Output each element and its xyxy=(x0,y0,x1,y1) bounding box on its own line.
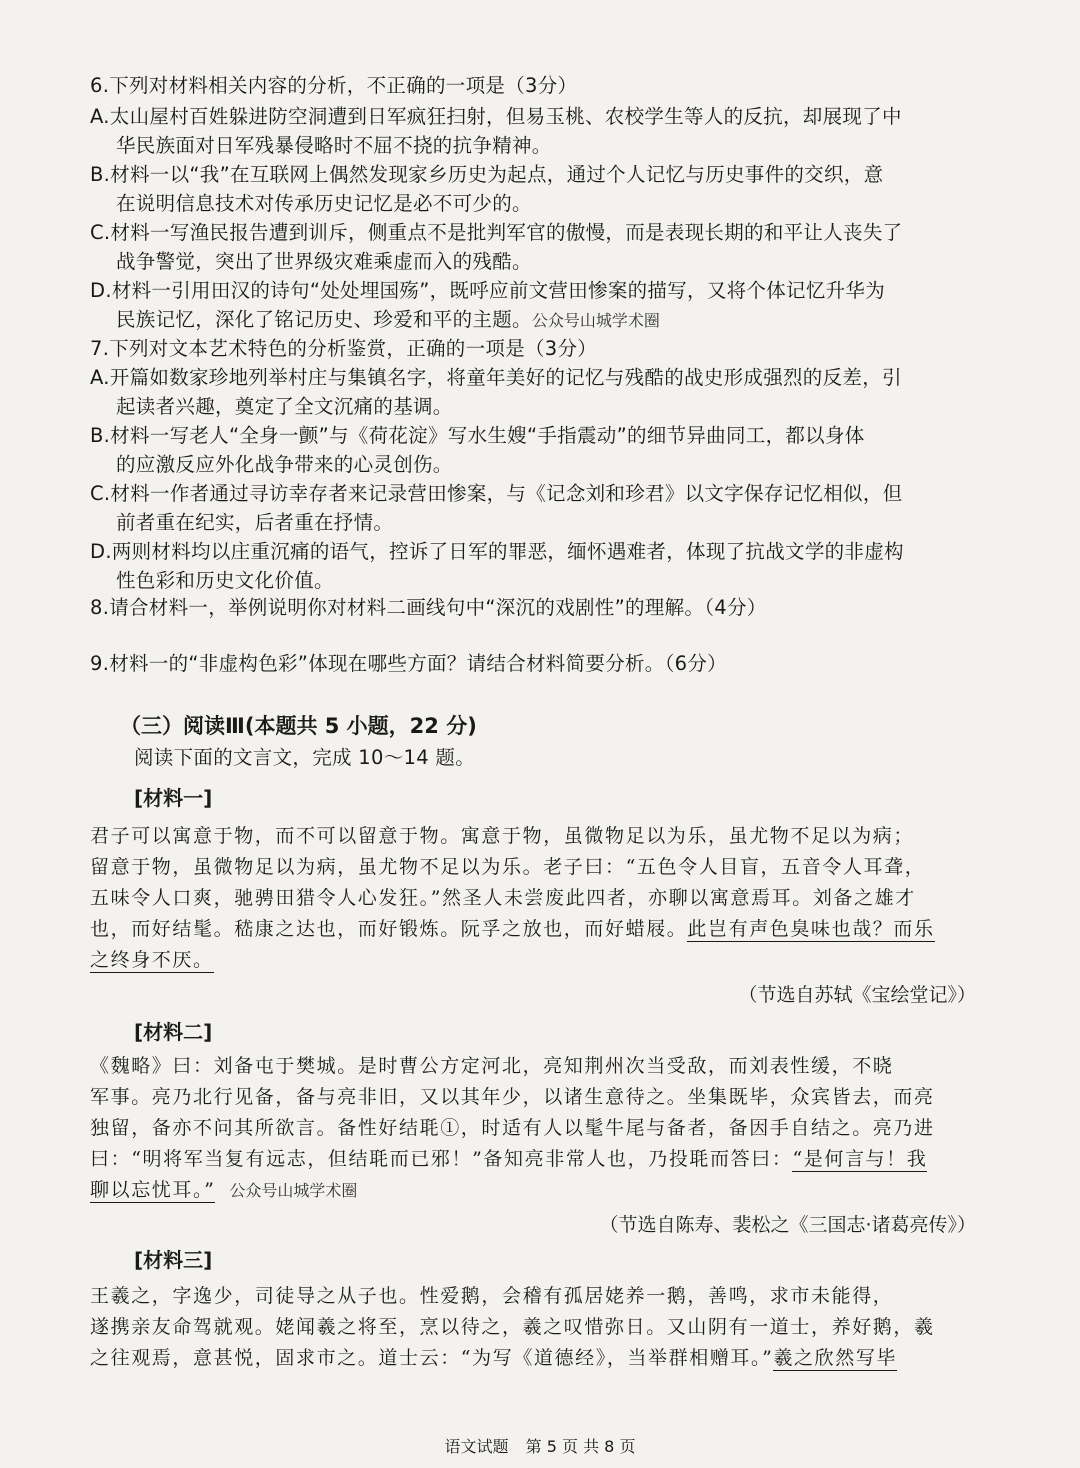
q6-option-c-cont: 战争警觉，突出了世界级灾难乘虚而入的残酷。 xyxy=(116,250,532,273)
q6-stem: 6.下列对材料相关内容的分析，不正确的一项是（3分） xyxy=(90,74,578,97)
q9-stem: 9.材料一的“非虚构色彩”体现在哪些方面？请结合材料简要分析。（6分） xyxy=(90,652,727,675)
footer-subject: 语文试题 xyxy=(444,1437,509,1456)
q7-option-d: D.两则材料均以庄重沉痛的语气，控诉了日军的罪恶，缅怀遇难者，体现了抗战文学的非虚构 xyxy=(90,540,904,563)
q6-option-d-text: 民族记忆，深化了铭记历史、珍爱和平的主题。 xyxy=(116,308,532,331)
underlined-sentence-end: 之终身不厌。 xyxy=(90,949,214,971)
underlined-quote-end: 聊以忘忧耳。” xyxy=(90,1179,216,1201)
material2-line-1: 《魏略》曰：刘备屯于樊城。是时曹公方定河北，亮知荆州次当受敌，而刘表性缓，不晓 xyxy=(90,1055,894,1077)
material1-line-4 xyxy=(90,915,935,943)
material3-line-2: 遂携亲友命驾就观。姥闻羲之将至，烹以待之，羲之叹惜弥日。又山阴有一道士，养好鹅，羲 xyxy=(90,1316,935,1338)
q6-option-d: D.材料一引用田汉的诗句“处处埋国殇”，既呼应前文营田惨案的描写，又将个体记忆升华为 xyxy=(90,279,886,302)
page-footer xyxy=(0,1434,1080,1457)
underlined-sentence: 此岂有声色臭味也哉？而乐 xyxy=(687,918,935,940)
material2-line-3: 独留，备亦不问其所欲言。备性好结毦①，时适有人以髦牛尾与备者，备因手自结之。亮乃进 xyxy=(90,1117,935,1139)
material1-line-4-text: 也，而好结髦。嵇康之达也，而好锻炼。阮孚之放也，而好蜡屐。 xyxy=(90,918,688,940)
underlined-quote: “是何言与！我 xyxy=(792,1148,928,1170)
material3-label: [材料三] xyxy=(134,1248,213,1272)
material2-line-4-text: 曰：“明将军当复有远志，但结毦而已邪！”备知亮非常人也，乃投毦而答曰： xyxy=(90,1148,793,1170)
material1-line-5 xyxy=(90,946,214,974)
q7-option-c: C.材料一作者通过寻访幸存者来记录营田惨案，与《记念刘和珍君》以文字保存记忆相似，但 xyxy=(90,482,903,505)
material2-line-5 xyxy=(90,1176,357,1205)
q6-option-c: C.材料一写渔民报告遭到训斥，侧重点不是批判军官的傲慢，而是表现长期的和平让人丧失了 xyxy=(90,221,903,244)
underlined-phrase: 羲之欣然写毕 xyxy=(773,1347,898,1369)
section-title: （三）阅读Ⅲ(本题共 5 小题，22 分) xyxy=(120,714,477,738)
material2-label: [材料二] xyxy=(134,1020,213,1044)
q7-option-c-cont: 前者重在纪实，后者重在抒情。 xyxy=(116,511,394,534)
section-instruction: 阅读下面的文言文，完成 10～14 题。 xyxy=(134,746,476,769)
watermark: 公众号山城学术圈 xyxy=(531,311,660,330)
material2-line-2: 军事。亮乃北行见备，备与亮非旧，又以其年少，以诸生意待之。坐集既毕，众宾皆去，而亮 xyxy=(90,1086,935,1108)
q6-option-d-cont xyxy=(116,306,660,335)
material1-source: （节选自苏轼《宝绘堂记》） xyxy=(738,984,976,1006)
q7-option-d-cont: 性色彩和历史文化价值。 xyxy=(116,569,334,592)
material1-line-3: 五味令人口爽，驰骋田猎令人心发狂。”然圣人未尝废此四者，亦聊以寓意焉耳。刘备之雄才 xyxy=(90,887,916,909)
material2-line-4 xyxy=(90,1145,927,1173)
footer-page-number: 第 5 页 共 8 页 xyxy=(525,1437,636,1456)
material3-line-3-text: 之往观焉，意甚悦，固求市之。道士云：“为写《道德经》，当举群相赠耳。” xyxy=(90,1347,774,1369)
q6-option-a-cont: 华民族面对日军残暴侵略时不屈不挠的抗争精神。 xyxy=(116,134,552,157)
q6-option-b-cont: 在说明信息技术对传承历史记忆是必不可少的。 xyxy=(116,192,532,215)
material1-line-2: 留意于物，虽微物足以为病，虽尤物不足以为乐。老子曰：“五色令人目盲，五音令人耳聋， xyxy=(90,856,926,878)
material3-line-1: 王羲之，字逸少，司徒导之从子也。性爱鹅，会稽有孤居姥养一鹅，善鸣，求市未能得， xyxy=(90,1285,894,1307)
material1-label: [材料一] xyxy=(134,786,213,810)
q6-option-b: B.材料一以“我”在互联网上偶然发现家乡历史为起点，通过个人记忆与历史事件的交织，意 xyxy=(90,163,884,186)
material1-line-1: 君子可以寓意于物，而不可以留意于物。寓意于物，虽微物足以为乐，虽尤物不足以为病； xyxy=(90,825,915,847)
q6-option-a: A.太山屋村百姓躲进防空洞遭到日军疯狂扫射，但易玉桃、农校学生等人的反抗，却展现了中 xyxy=(90,105,902,128)
q7-option-a-cont: 起读者兴趣，奠定了全文沉痛的基调。 xyxy=(116,395,453,418)
q7-option-b-cont: 的应激反应外化战争带来的心灵创伤。 xyxy=(116,453,453,476)
q8-stem: 8.请合材料一，举例说明你对材料二画线句中“深沉的戏剧性”的理解。（4分） xyxy=(90,596,767,619)
q7-option-a: A.开篇如数家珍地列举村庄与集镇名字，将童年美好的记忆与残酷的战史形成强烈的反差，引 xyxy=(90,366,902,389)
q7-option-b: B.材料一写老人“全身一颤”与《荷花淀》写水生嫂“手指震动”的细节异曲同工，都以身体 xyxy=(90,424,865,447)
material2-source: （节选自陈寿、裴松之《三国志·诸葛亮传》） xyxy=(599,1214,976,1236)
q7-stem: 7.下列对文本艺术特色的分析鉴赏，正确的一项是（3分） xyxy=(90,337,598,360)
watermark-2: 公众号山城学术圈 xyxy=(229,1181,358,1200)
material3-line-3 xyxy=(90,1344,897,1372)
